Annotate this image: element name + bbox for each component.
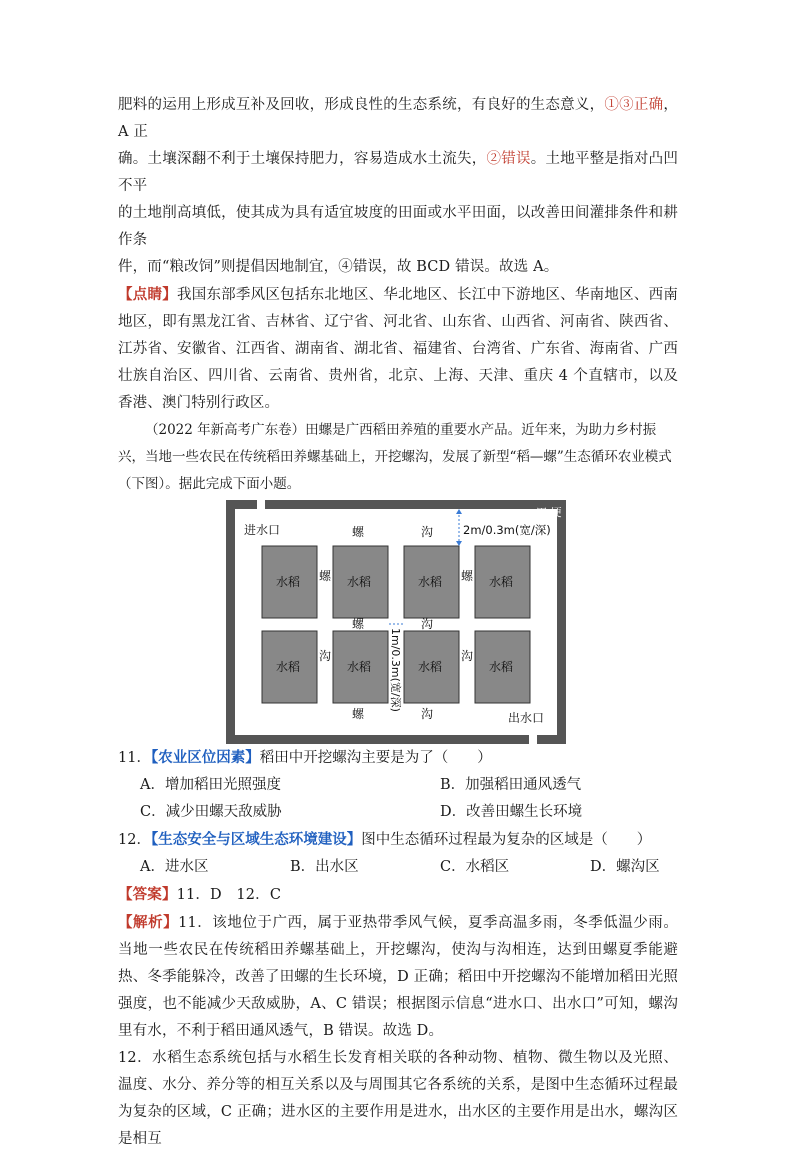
paddy-label: 水稻: [418, 660, 443, 674]
question-number: 12．: [118, 832, 151, 848]
rice-snail-diagram: [226, 500, 566, 744]
outlet-gap: [529, 734, 537, 744]
field-bank-label: 田 埂: [536, 506, 562, 519]
correct-mark: ①③正确: [604, 97, 664, 113]
question-stem: 图中生态循环过程最为复杂的区域是（ ）: [361, 832, 652, 848]
option-b[interactable]: B．出水区: [290, 859, 359, 875]
wrong-mark: ②错误: [486, 151, 531, 167]
snail-ditch-label: 沟: [421, 617, 434, 631]
question-tag: 【生态安全与区域生态环境建设】: [150, 831, 362, 848]
paddy-label: 水稻: [489, 575, 514, 589]
snail-ditch-label: 沟: [421, 525, 434, 539]
answer-line: [118, 881, 678, 909]
paddy-label: 水稻: [418, 575, 443, 589]
q11-options-row2: [118, 799, 678, 826]
text-line: ，A 正: [118, 97, 678, 140]
tip-label: 【点睛】: [118, 286, 177, 303]
analysis-paragraph-2: 12．水稻生态系统包括与水稻生长发育相关联的各种动物、植物、微生物以及光照、温度、水分、养分等的相互关系以及与周围其它各系统的关系，是图中生态循环过程最为复杂的区域，C 正确；进水区的主要作用是进水，出水区的主要作用是出水，螺沟区是相互: [118, 1050, 678, 1147]
answer-text: 11．D 12．C: [176, 887, 282, 903]
snail-ditch-label: 螺: [352, 525, 365, 539]
diagram-svg: [226, 500, 566, 744]
analysis-paragraph-1: [118, 909, 678, 1045]
question-stem: 稻田中开挖螺沟主要是为了（ ）: [259, 750, 492, 766]
text-line: 。土地平整是指对凸凹不平: [118, 151, 679, 194]
q11-options-row1: [118, 772, 678, 799]
snail-ditch-label: 螺: [461, 569, 474, 583]
paddy-label: 水稻: [276, 660, 301, 674]
question-tag: 【农业区位因素】: [150, 749, 260, 766]
tip-text: 我国东部季风区包括东北地区、华北地区、长江中下游地区、华南地区、西南地区，即有黑龙江省、吉林省、辽宁省、河北省、山东省、山西省、河南省、陕西省、江苏省、安徽省、江西省、湖南省、湖北省、福建省、台湾省、广东省、海南省、广西壮族自治区、四川省、云南省、贵州省，北京、上海、天津、重庆 4 个直辖市，以及香港、澳门特别行政区。: [118, 287, 678, 411]
snail-ditch-label: 沟: [319, 649, 332, 663]
paddy-label: 水稻: [347, 660, 372, 674]
question-12: [118, 826, 678, 854]
option-d[interactable]: D．螺沟区: [590, 859, 660, 875]
inlet-gap: [257, 500, 265, 510]
paddy-label: 水稻: [489, 660, 514, 674]
snail-ditch-label: 螺: [319, 569, 332, 583]
snail-ditch-label: 螺: [352, 617, 365, 631]
continued-analysis: [118, 92, 678, 281]
option-b[interactable]: B．加强稻田通风透气: [440, 777, 582, 793]
tip-paragraph: [118, 281, 678, 417]
text-line: 肥料的运用上形成互补及回收，形成良性的生态系统，有良好的生态意义，: [118, 97, 605, 113]
option-a[interactable]: A．进水区: [140, 859, 209, 875]
outlet-label: 出水口: [508, 711, 545, 725]
option-a[interactable]: A．增加稻田光照强度: [140, 777, 281, 793]
q12-options: [118, 854, 678, 881]
snail-ditch-label: 沟: [461, 649, 474, 663]
page-content: [118, 92, 678, 1153]
analysis-text: 11．该地位于广西，属于亚热带季风气候，夏季高温多雨，冬季低温少雨。当地一些农民在传统稻田养螺基础上，开挖螺沟，使沟与沟相连，达到田螺夏季能避热、冬季能躲冷，改善了田螺的生长环境，D 正确；稻田中开挖螺沟不能增加稻田光照强度，也不能减少天敌威胁，A、C 错误；根据图示信息“进水口、出水口”可知，螺沟里有水，不利于稻田通风透气，B 错误。故选 D。: [118, 915, 678, 1039]
option-c[interactable]: C．减少田螺天敌威胁: [140, 804, 282, 820]
answer-label: 【答案】: [118, 886, 177, 903]
snail-ditch-label: 螺: [352, 707, 365, 721]
question-number: 11．: [118, 750, 151, 766]
option-c[interactable]: C．水稻区: [440, 859, 510, 875]
text-line: 确。土壤深翻不利于土壤保持肥力，容易造成水土流失，: [118, 151, 487, 167]
outer-ditch-size: 2m/0.3m(宽/深): [463, 523, 551, 537]
analysis-label: 【解析】: [118, 914, 179, 931]
paddy-label: 水稻: [276, 575, 301, 589]
inlet-label: 进水口: [244, 523, 281, 537]
question-11: [118, 744, 678, 772]
paddy-label: 水稻: [347, 575, 372, 589]
question-intro: （2022 年新高考广东卷）田螺是广西稻田养殖的重要水产品。近年来，为助力乡村振兴，当地一些农民在传统稻田养螺基础上，开挖螺沟，发展了新型“稻—螺”生态循环农业模式（下图）。据此完成下面小题。: [118, 422, 672, 492]
option-d[interactable]: D．改善田螺生长环境: [440, 804, 583, 820]
text-line: 件，而“粮改饲”则提倡因地制宜，④错误，故 BCD 错误。故选 A。: [118, 259, 559, 275]
text-line: 的土地削高填低，使其成为具有适宜坡度的田面或水平田面，以改善田间灌排条件和耕作条: [118, 205, 678, 248]
snail-ditch-label: 沟: [421, 707, 434, 721]
inner-ditch-size: 1m/0.3m(宽/深): [389, 628, 402, 712]
